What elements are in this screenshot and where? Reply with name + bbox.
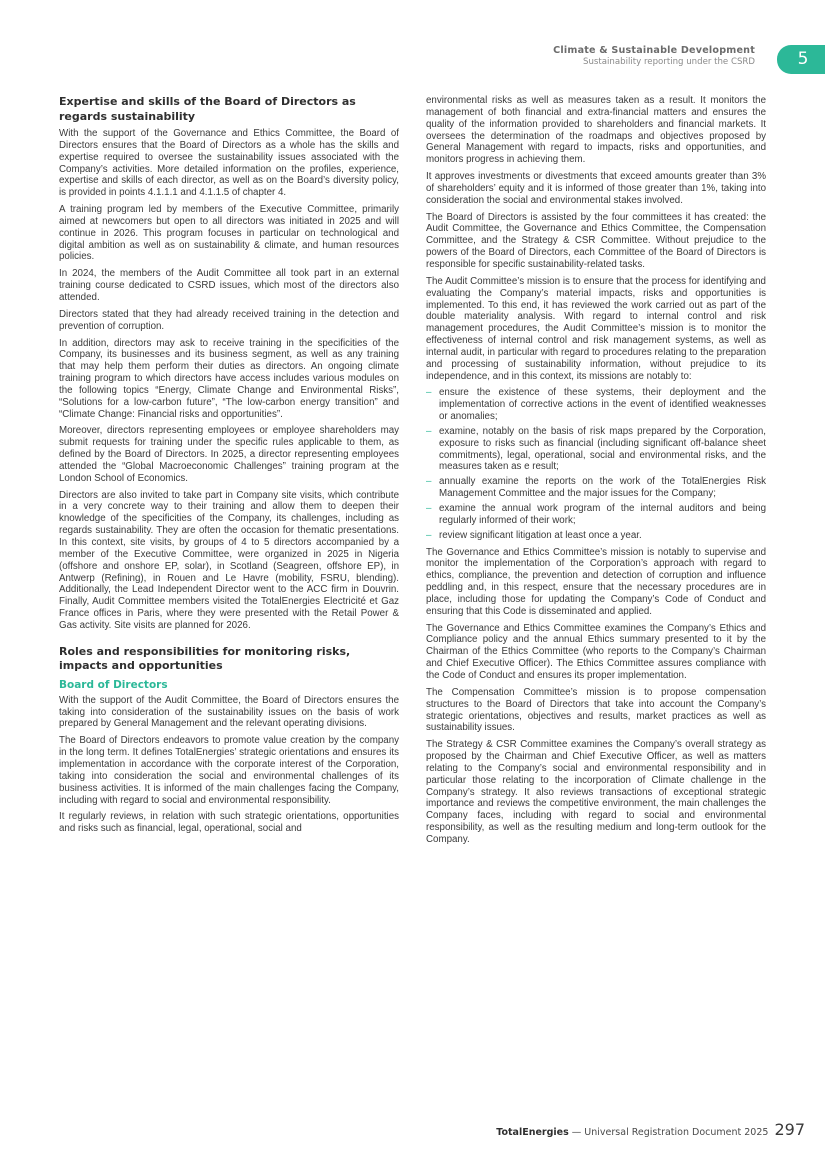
- heading-roles: Roles and responsibilities for monitoring risks, impacts and opportunities: [59, 644, 351, 673]
- footer-document-title: — Universal Registration Document 2025: [568, 1127, 769, 1138]
- paragraph: environmental risks as well as measures taken as a result. It monitors the management of both financial and extra-financial matters and ensures the quality of the information provided to shareholders and financial markets. It oversees the determination of the roadmaps and objectives proposed by General Management with regard to impacts, risks and opportunities, and monitors progress in achieving them.: [426, 95, 766, 166]
- paragraph: Directors stated that they had already received training in the detection and prevention of corruption.: [59, 308, 399, 332]
- paragraph: The Board of Directors is assisted by the four committees it has created: the Audit Committee, the Governance and Ethics Committee, the Compensation Committee, and the Strategy & CSR Committee. Without prejudice to the powers of the Board of Directors, each Committee of the Board of Directors is responsible for specific sustainability-related tasks.: [426, 211, 766, 270]
- paragraph: With the support of the Audit Committee, the Board of Directors ensures the taking into consideration of the sustainability issues on the basis of work prepared by General Management and the relevant operating divisions.: [59, 694, 399, 730]
- dash-bullet: –: [426, 503, 432, 514]
- list-item: – annually examine the reports on the work of the TotalEnergies Risk Management Committee and the major issues for the Company;: [426, 476, 766, 500]
- page-footer: [496, 1120, 805, 1140]
- paragraph: In addition, directors may ask to receive training in the specificities of the Company, its businesses and its business segment, as well as any training that may help them perform their duties as directors. An ongoing climate training program to which directors have access includes various modules on the following topics “Energy, Climate Change and Environmental Risks”, “Solutions for a low-carbon future”, “The low-carbon energy transition” and “Climate Change: Financial risks and opportunities”.: [59, 337, 399, 420]
- subheading-board: Board of Directors: [59, 678, 168, 691]
- heading-expertise: Expertise and skills of the Board of Directors as regards sustainability: [59, 95, 356, 123]
- chapter-tab: 5: [777, 45, 825, 74]
- dash-bullet: –: [426, 425, 432, 437]
- dash-bullet: –: [426, 476, 432, 488]
- audit-missions-list: [426, 387, 766, 541]
- paragraph: The Governance and Ethics Committee’s mission is notably to supervise and monitor the implementation of the Corporation’s approach with regard to ethics, compliance, the prevention and detection of corruption and influence peddling and, in this respect, ensure that the necessary procedures are in place, including those for updating the Company’s Code of Conduct and ensuring that this Code is disseminated and applied.: [426, 546, 766, 617]
- paragraph: A training program led by members of the Executive Committee, primarily aimed at newcomers but open to all directors was initiated in 2025 and will continue in 2026. This program focuses in particular on technological and digital ambition as well as on sustainability & climate, and human resources policies.: [59, 204, 399, 263]
- list-item: – review significant litigation at least once a year.: [426, 529, 642, 541]
- list-item: – examine, notably on the basis of risk maps prepared by the Corporation, exposure to risks such as financial (including significant off-balance sheet commitments), legal, operational, social and environmental risks, and the measures taken as e result;: [426, 425, 766, 473]
- dash-bullet: –: [426, 387, 432, 399]
- list-item: – examine the annual work program of the internal auditors and being regularly informed of their work;: [426, 503, 766, 526]
- section-subtitle: Sustainability reporting under the CSRD: [583, 57, 755, 67]
- section-title: Climate & Sustainable Development: [553, 45, 755, 56]
- paragraph: It approves investments or divestments that exceed amounts greater than 3% of shareholders’ equity and it is informed of those greater than 1%, taking into consideration the social and environmental stakes involved.: [426, 171, 766, 206]
- footer-brand: TotalEnergies: [496, 1127, 569, 1138]
- running-header: [553, 45, 755, 68]
- paragraph: Directors are also invited to take part in Company site visits, which contribute in a very concrete way to their training and allow them to deepen their knowledge of the specificities of the Company, its challenges, including as regards sustainability. They are often the occasion for thematic presentations. In this context, site visits, by groups of 4 to 5 directors accompanied by a member of the Executive Committee, were organized in 2025 in Nigeria (offshore and onshore EP, solar), in Scotland (Seagreen, offshore EP), in Antwerp (Refining), in Rouen and Le Havre (mobility, FSRU, blending). Additionally, the Lead Independent Director went to the ACC firm in Douvrin. Finally, Audit Committee members visited the TotalEnergies Electricité et Gaz France offices in Paris, where they were presented with the Retail Power & Gas activity. Site visits are planned for 2026.: [59, 489, 399, 631]
- paragraph: It regularly reviews, in relation with such strategic orientations, opportunities and risks such as financial, legal, operational, social and: [59, 811, 399, 835]
- left-column: [59, 95, 399, 840]
- right-column: [426, 95, 766, 851]
- dash-bullet: –: [426, 529, 432, 541]
- paragraph: The Strategy & CSR Committee examines the Company’s overall strategy as proposed by the Chairman and Chief Executive Officer, as well as matters relating to the Company’s social and environmental responsibility and in particular those relating to the incorporation of Climate challenge in the Company’s strategy. It also reviews transactions of exceptional strategic importance and reviews the competitive environment, the main challenges the Company faces, including with regard to social and environmental responsibility, as well as the resulting medium and long-term outlook for the Company.: [426, 739, 766, 845]
- list-item: – ensure the existence of these systems, their deployment and the implementation of corrective actions in the event of identified weaknesses or anomalies;: [426, 387, 766, 423]
- paragraph: With the support of the Governance and Ethics Committee, the Board of Directors ensures that the Board of Directors as a whole has the skills and expertise required to oversee the sustainability issues associated with the Company’s activities. More detailed information on the profiles, experience, expertise and skills of each director, as well as on the Board’s diversity policy, is provided in points 4.1.1.1 and 4.1.1.5 of chapter 4.: [59, 128, 399, 199]
- paragraph: In 2024, the members of the Audit Committee all took part in an external training course dedicated to CSRD issues, which most of the directors also attended.: [59, 268, 399, 303]
- paragraph: The Board of Directors endeavors to promote value creation by the company in the long term. It defines TotalEnergies’ strategic orientations and ensures its implementation in accordance with the corporate interest of the Corporation, taking into consideration the social and environmental challenges of its business activities. It is informed of the main challenges facing the Company, including with regard to social and environmental responsibility.: [59, 735, 399, 806]
- paragraph: The Audit Committee’s mission is to ensure that the process for identifying and evaluating the Company’s material impacts, risks and opportunities is implemented. To this end, it has reviewed the work carried out as part of the double materiality analysis. With regard to internal control and risk management procedures, the Audit Committee’s mission is to monitor the effectiveness of internal control and risk management systems, as well as internal audit, in particular with regard to procedures relating to the preparation and processing of sustainability information, without prejudice to its independence, and in this context, its missions are notably to:: [426, 275, 766, 382]
- paragraph: Moreover, directors representing employees or employee shareholders may submit requests for training under the specific rules applicable to them, as defined by the Board of Directors. In 2025, a director representing employees attended the “Global Macroeconomic Challenges” training program at the London School of Economics.: [59, 425, 399, 484]
- paragraph: The Compensation Committee’s mission is to propose compensation structures to the Board of Directors that take into account the Company’s strategic orientations, objectives and results, market practices as well as sustainability issues.: [426, 686, 766, 734]
- paragraph: The Governance and Ethics Committee examines the Company’s Ethics and Compliance policy and the annual Ethics summary presented to it by the Chairman of the Ethics Committee (who reports to the Company’s Chairman and Chief Executive Officer). The Ethics Committee assures compliance with the Code of Conduct and ensures its proper implementation.: [426, 622, 766, 681]
- page-number: 297: [774, 1120, 805, 1139]
